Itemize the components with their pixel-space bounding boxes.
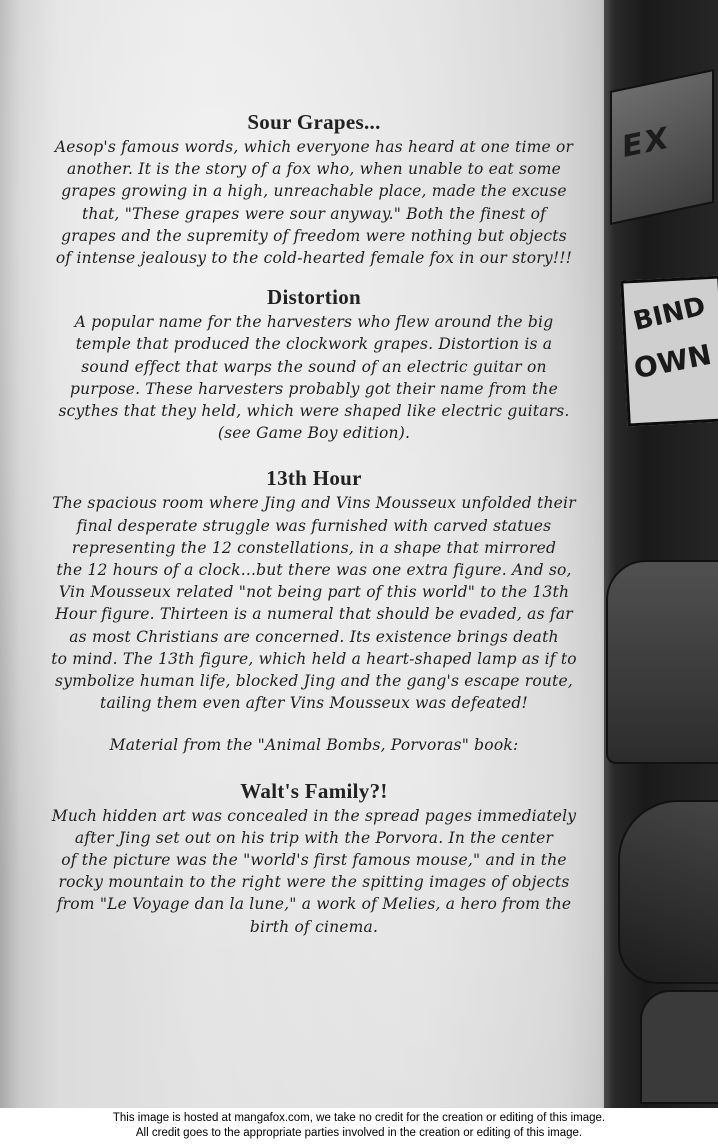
section-line: symbolize human life, blocked Jing and the gang's escape route, (55, 672, 573, 691)
section-heading: Distortion (267, 285, 361, 310)
section-line: Much hidden art was concealed in the spread pages immediately (51, 806, 577, 825)
section-line: another. It is the story of a fox who, when unable to eat some (66, 160, 561, 179)
material-note: Material from the "Animal Bombs, Porvoras" book: (109, 736, 519, 755)
artwork-shape (606, 560, 718, 764)
section-line: of the picture was the "world's first famous mouse," and in the (61, 851, 567, 870)
section-sour-grapes (40, 108, 588, 269)
section-line: of intense jealousy to the cold-hearted female fox in our story!!! (55, 249, 573, 268)
section-line: tailing them even after Vins Mousseux was defeated! (100, 694, 528, 713)
section-line: scythes that they held, which were shaped like electric guitars. (58, 402, 570, 421)
section-line: sound effect that warps the sound of an electric guitar on (81, 357, 547, 376)
artwork-sign-middle-text-1: BIND (630, 291, 709, 337)
section-13th-hour (40, 464, 588, 714)
section-line: (see Game Boy edition). (217, 424, 411, 443)
section-line: representing the 12 constellations, in a shape that mirrored (71, 538, 557, 557)
hosting-credit (0, 1111, 718, 1141)
section-heading: 13th Hour (266, 466, 362, 491)
section-line: grapes and the supremity of freedom were nothing but objects (61, 226, 567, 245)
section-line: Hour figure. Thirteen is a numeral that should be evaded, as far (55, 605, 573, 624)
section-line: final desperate struggle was furnished with carved statues (76, 516, 552, 535)
section-line: purpose. These harvesters probably got their name from the (70, 379, 558, 398)
spacer (40, 757, 588, 777)
spacer (40, 444, 588, 464)
credit-line-2: All credit goes to the appropriate parties involved in the creation or editing of this image. (135, 1127, 583, 1139)
section-line: from "Le Voyage dan la lune," a work of Melies, a hero from the (56, 895, 572, 914)
artwork-sign-middle-text-2: OWN (631, 337, 715, 386)
artwork-shape (618, 800, 718, 984)
artwork-sign-top-text: EX (622, 120, 670, 166)
glossary-text (40, 108, 588, 938)
section-line: to mind. The 13th figure, which held a heart-shaped lamp as if to (51, 649, 577, 668)
section-line: grapes growing in a high, unreachable place, made the excuse (61, 182, 567, 201)
section-line: the 12 hours of a clock...but there was one extra figure. And so, (56, 561, 572, 580)
artwork-sign-top (610, 69, 714, 225)
section-heading: Sour Grapes... (247, 110, 381, 134)
artwork-shape (640, 990, 718, 1104)
section-line: rocky mountain to the right were the spitting images of objects (58, 873, 570, 892)
section-line: birth of cinema. (249, 917, 379, 936)
section-walts-family (40, 777, 588, 938)
section-line: that, "These grapes were sour anyway." Both the finest of (81, 204, 547, 223)
section-heading: Walt's Family?! (240, 778, 388, 803)
credit-line-1: This image is hosted at mangafox.com, we take no credit for the creation or editing of this image. (112, 1112, 606, 1124)
artwork-sign-middle (620, 275, 718, 426)
spacer (40, 714, 588, 734)
section-line: after Jing set out on his trip with the Porvora. In the center (74, 828, 554, 847)
section-line: temple that produced the clockwork grapes. Distortion is a (75, 335, 553, 354)
section-line: A popular name for the harvesters who flew around the big (74, 313, 554, 332)
section-line: Vin Mousseux related "not being part of this world" to the 13th (58, 583, 570, 602)
section-line: Aesop's famous words, which everyone has heard at one time or (54, 138, 574, 156)
spacer (40, 269, 588, 283)
section-line: as most Christians are concerned. Its existence brings death (69, 627, 559, 646)
section-distortion (40, 283, 588, 444)
section-line: The spacious room where Jing and Vins Mousseux unfolded their (52, 494, 576, 513)
